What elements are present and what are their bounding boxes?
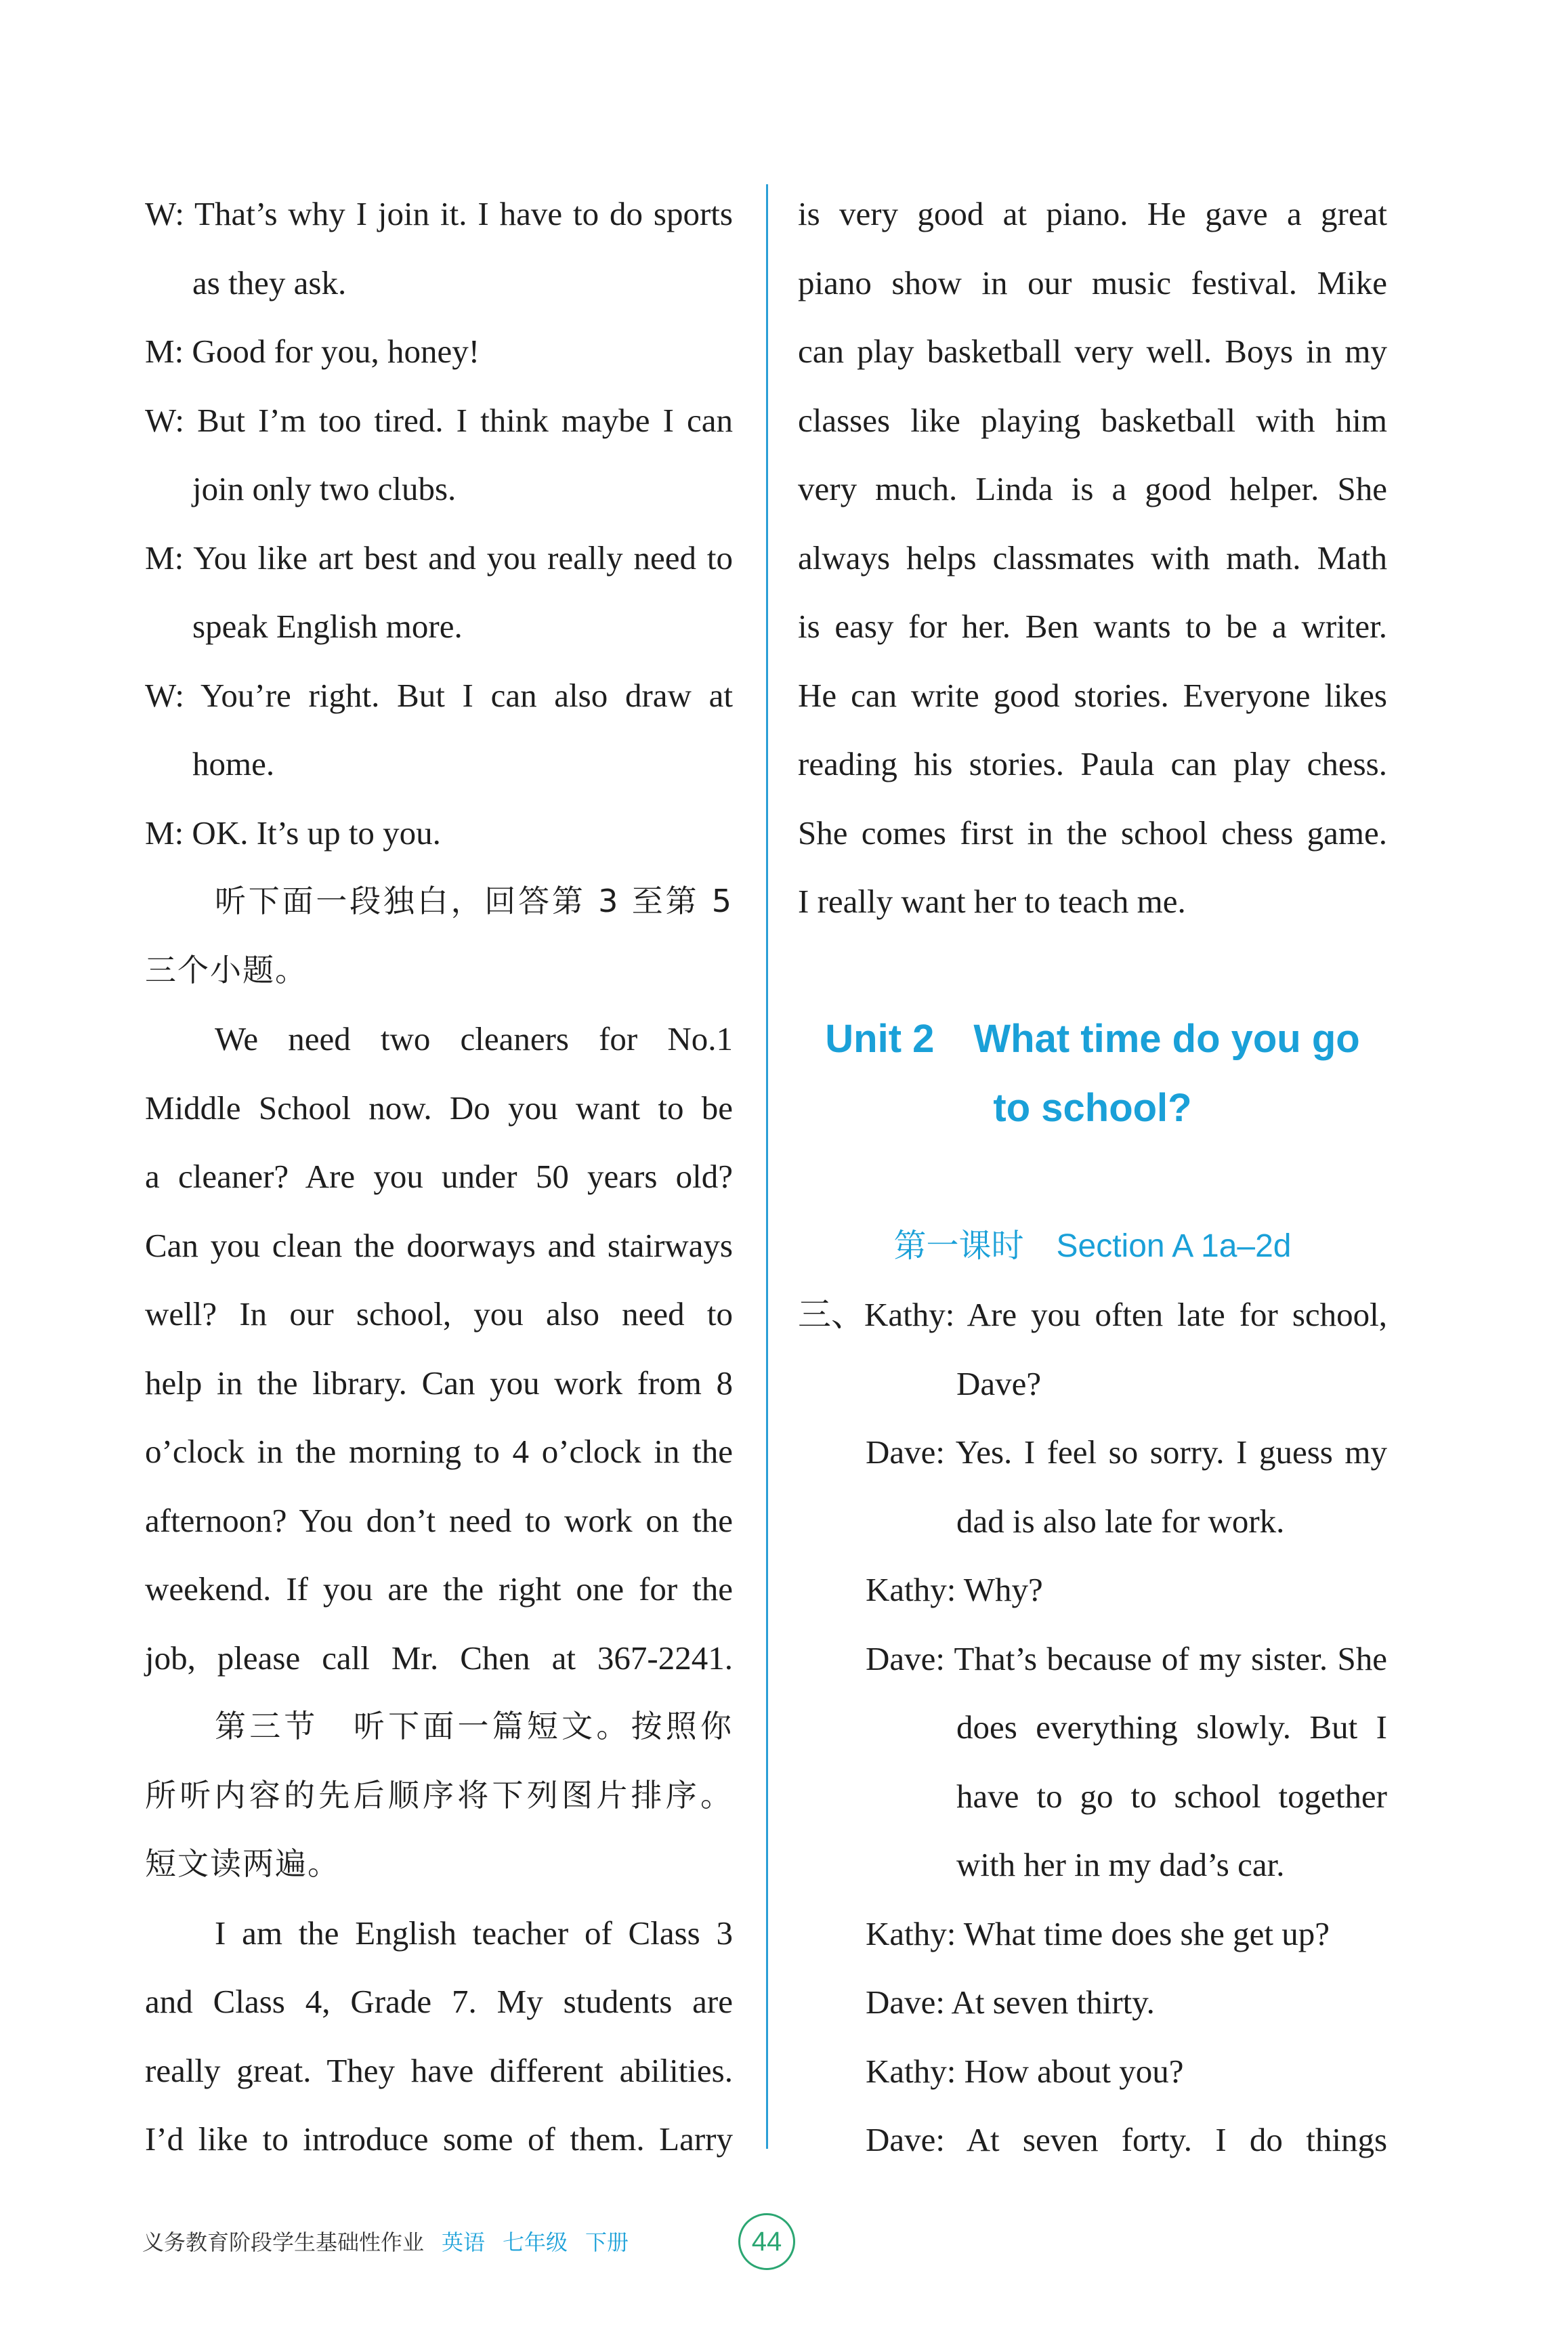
dialogue-text: At seven thirty. (951, 1984, 1155, 2021)
speaker-label: Dave: (866, 1433, 945, 1471)
text-line: M: You like art best and you really need to (145, 539, 733, 576)
text-line: I am the English teacher of Class 3 (215, 1914, 733, 1952)
section-title: 第一课时 Section A 1a–2d (893, 1228, 1292, 1264)
text-line: classes like playing basketball with him (798, 401, 1387, 439)
instruction-line: 所听内容的先后顺序将下列图片排序。 (145, 1776, 733, 1813)
text-line: I really want her to teach me. (798, 883, 1186, 920)
speaker-label: Dave: (866, 2121, 945, 2158)
text-line: speak English more. (192, 608, 463, 645)
text-line: He can write good stories. Everyone likes (798, 676, 1387, 714)
dialogue-text: Yes. I feel so sorry. I guess my (955, 1433, 1388, 1471)
speaker-label: Kathy: (866, 1914, 956, 1952)
text-line: really great. They have different abilities. (145, 2051, 733, 2089)
text-line: is very good at piano. He gave a great (798, 195, 1387, 232)
dialogue-line: does everything slowly. But I (956, 1708, 1387, 1746)
text-line: Middle School now. Do you want to be (145, 1089, 733, 1127)
text-line: weekend. If you are the right one for the (145, 1570, 733, 1608)
text-line: can play basketball very well. Boys in my (798, 333, 1387, 370)
dialogue-line (798, 1624, 1387, 1694)
text-line: a cleaner? Are you under 50 years old? (145, 1158, 733, 1195)
dialogue-line: with her in my dad’s car. (956, 1846, 1285, 1883)
text-line: help in the library. Can you work from 8 (145, 1364, 733, 1402)
right-column (798, 180, 1387, 2175)
text-line: job, please call Mr. Chen at 367-2241. (145, 1639, 733, 1677)
dialogue-line (798, 1280, 1387, 1349)
instruction-line: 听下面一段独白，回答第 3 至第 5 (215, 883, 733, 919)
dialogue-line (798, 1418, 1387, 1487)
text-line: and Class 4, Grade 7. My students are (145, 1983, 733, 2020)
subject-label: 英语 (442, 2229, 486, 2255)
dialogue-line (798, 2105, 1387, 2175)
text-line: W: You’re right. But I can also draw at (145, 676, 733, 714)
unit-title: Unit 2 What time do you go (825, 1017, 1360, 1061)
column-divider (766, 184, 768, 2149)
text-line: Can you clean the doorways and stairways (145, 1226, 733, 1264)
dialogue-text: Are you often late for school, (967, 1296, 1387, 1333)
text-line: W: But I’m too tired. I think maybe I can (145, 401, 733, 439)
text-line: afternoon? You don’t need to work on the (145, 1501, 733, 1539)
text-line: reading his stories. Paula can play chess. (798, 745, 1387, 782)
text-line: very much. Linda is a good helper. She (798, 470, 1387, 507)
instruction-line: 短文读两遍。 (145, 1845, 340, 1882)
dialogue-text: Why? (963, 1571, 1043, 1608)
speaker-label: 三、Kathy: (798, 1296, 955, 1333)
text-line: is easy for her. Ben wants to be a writer. (798, 608, 1387, 645)
speaker-label: Kathy: (866, 1571, 956, 1608)
text-line: She comes first in the school chess game. (798, 814, 1387, 852)
text-line: We need two cleaners for No.1 (215, 1020, 733, 1057)
dialogue-text: That’s because of my sister. She (954, 1639, 1387, 1677)
dialogue-line (798, 1900, 1387, 1969)
page-number: 44 (738, 2213, 795, 2270)
dialogue-text: What time does she get up? (963, 1914, 1330, 1952)
dialogue-line: dad is also late for work. (956, 1502, 1285, 1540)
text-line: piano show in our music festival. Mike (798, 264, 1387, 301)
instruction-line: 三个小题。 (145, 951, 308, 988)
dialogue-line: Dave? (956, 1364, 1042, 1402)
speaker-label: Dave: (866, 1639, 945, 1677)
volume-label: 下册 (585, 2229, 629, 2255)
text-line: join only two clubs. (192, 470, 457, 507)
dialogue-text: How about you? (964, 2052, 1184, 2090)
book-title: 义务教育阶段学生基础性作业 (142, 2229, 425, 2255)
text-line: I’d like to introduce some of them. Larry (145, 2120, 733, 2158)
text-line: as they ask. (192, 264, 347, 301)
text-line: W: That’s why I join it. I have to do sports (145, 195, 733, 232)
text-line: M: OK. It’s up to you. (145, 814, 441, 852)
page-footer (142, 2222, 629, 2263)
speaker-label: Dave: (866, 1984, 945, 2021)
text-line: o’clock in the morning to 4 o’clock in the (145, 1433, 733, 1470)
speaker-label: Kathy: (866, 2052, 956, 2090)
dialogue-line (798, 1968, 1387, 2037)
dialogue-line (798, 1555, 1387, 1624)
text-line: always helps classmates with math. Math (798, 539, 1387, 576)
text-line: M: Good for you, honey! (145, 333, 480, 370)
grade-label: 七年级 (503, 2229, 568, 2255)
instruction-line: 第三节 听下面一篇短文。按照你 (215, 1708, 733, 1744)
dialogue-line (798, 2037, 1387, 2106)
left-column (145, 180, 733, 2174)
text-line: well? In our school, you also need to (145, 1295, 733, 1333)
text-line: home. (192, 745, 275, 782)
dialogue-line: have to go to school together (956, 1777, 1387, 1815)
dialogue-text: At seven forty. I do things (966, 2121, 1388, 2158)
unit-title-continued: to school? (993, 1086, 1192, 1130)
